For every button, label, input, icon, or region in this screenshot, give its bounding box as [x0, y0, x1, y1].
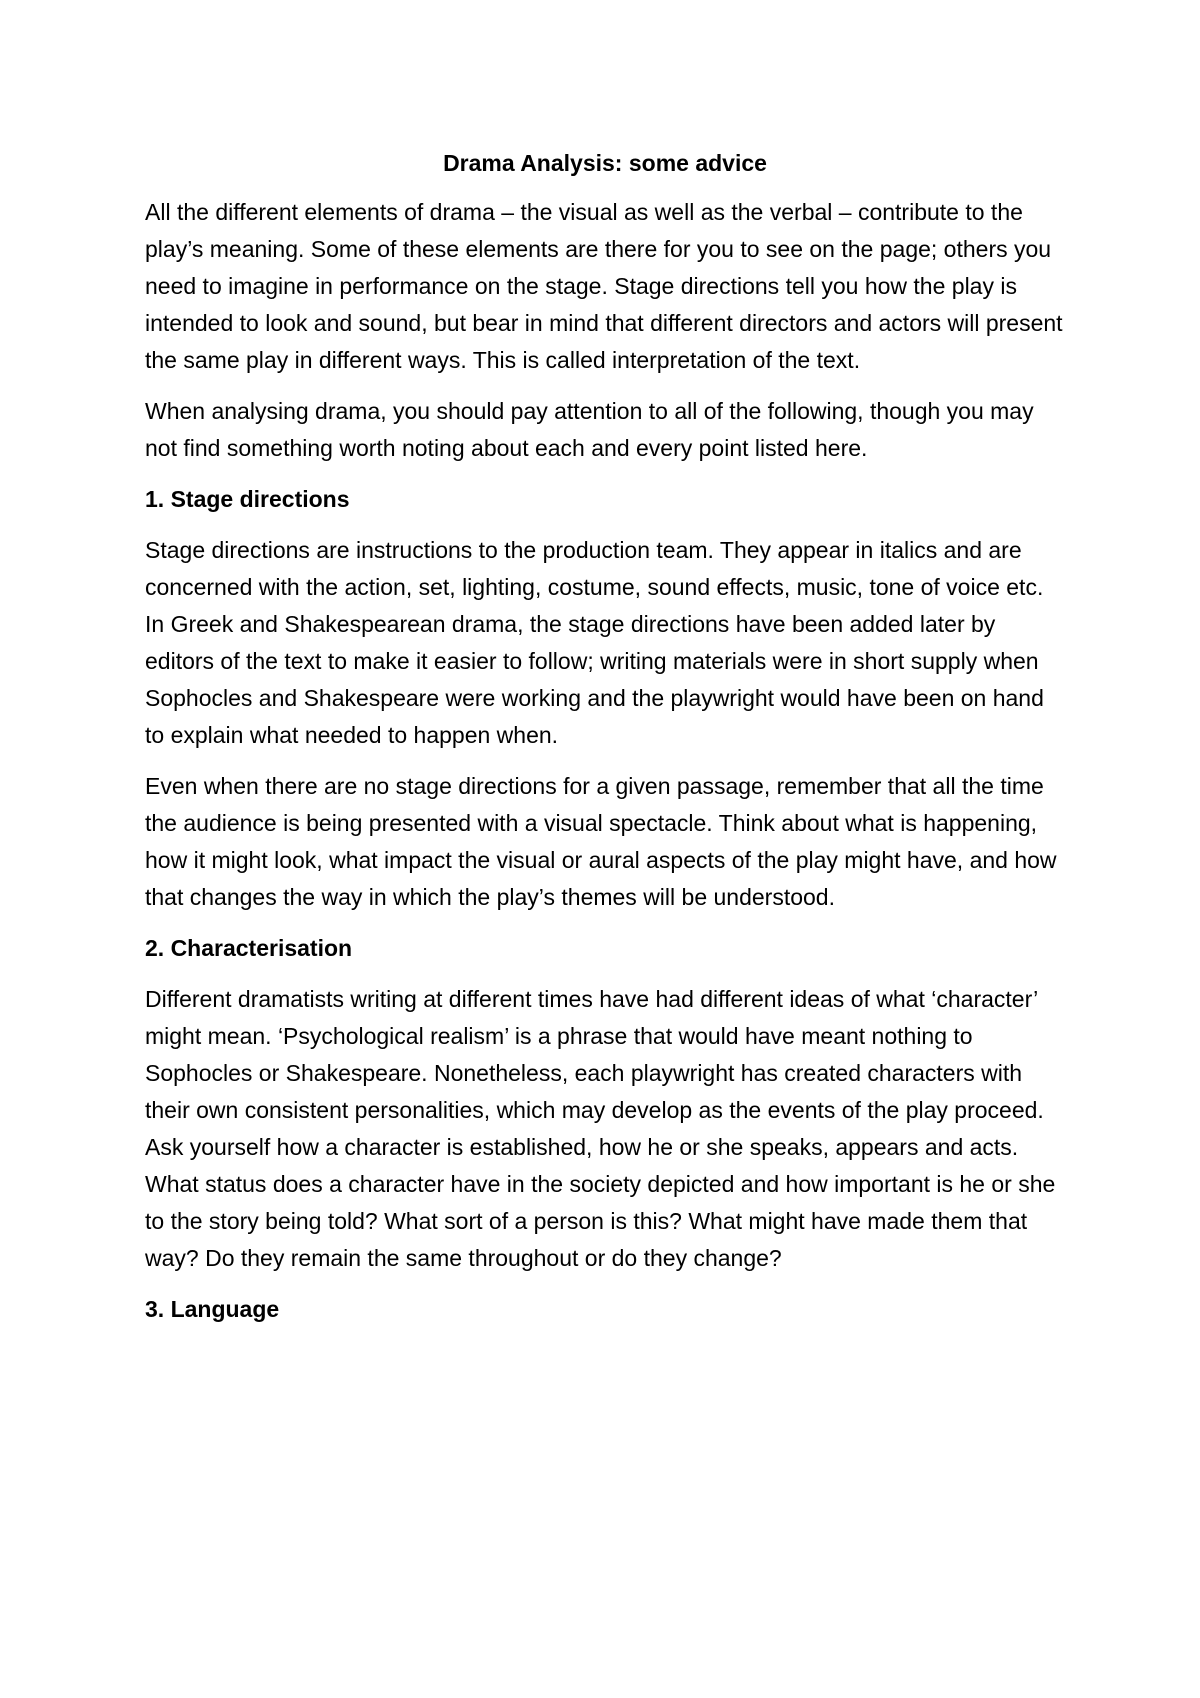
section-heading-characterisation: 2. Characterisation [145, 935, 353, 961]
intro-paragraph-2: When analysing drama, you should pay attention to all of the following, though you may not find something worth noting about each and every point listed here. [145, 398, 1034, 461]
document-title: Drama Analysis: some advice [443, 150, 767, 176]
section-heading-language: 3. Language [145, 1296, 280, 1322]
stage-directions-paragraph-2: Even when there are no stage directions for a given passage, remember that all the time the audience is being presented with a visual spectacle. Think about what is happening, how it might look, what impact the visual or aural aspects of the play might have, and how that changes the way in which the play’s themes will be understood. [145, 773, 1057, 910]
characterisation-paragraph-1: Different dramatists writing at different times have had different ideas of what ‘character’ might mean. ‘Psychological realism’ is a phrase that would have meant nothing to Sophocles or Shakespeare. Nonetheless, each playwright has created characters with their own consistent personalities, which may develop as the events of the play proceed. Ask yourself how a character is established, how he or she speaks, appears and acts. What status does a character have in the society depicted and how important is he or she to the story being told? What sort of a person is this? What might have made them that way? Do they remain the same throughout or do they change? [145, 986, 1056, 1271]
stage-directions-paragraph-1: Stage directions are instructions to the production team. They appear in italics and are concerned with the action, set, lighting, costume, sound effects, music, tone of voice etc. In Greek and Shakespearean drama, the stage directions have been added later by editors of the text to make it easier to follow; writing materials were in short supply when Sophocles and Shakespeare were working and the playwright would have been on hand to explain what needed to happen when. [145, 537, 1044, 748]
section-heading-stage-directions: 1. Stage directions [145, 486, 350, 512]
intro-paragraph-1: All the different elements of drama – the visual as well as the verbal – contribute to the play’s meaning. Some of these elements are there for you to see on the page; others you need to imagine in performance on the stage. Stage directions tell you how the play is intended to look and sound, but bear in mind that different directors and actors will present the same play in different ways. This is called interpretation of the text. [145, 199, 1063, 373]
document-page [145, 145, 1065, 1342]
